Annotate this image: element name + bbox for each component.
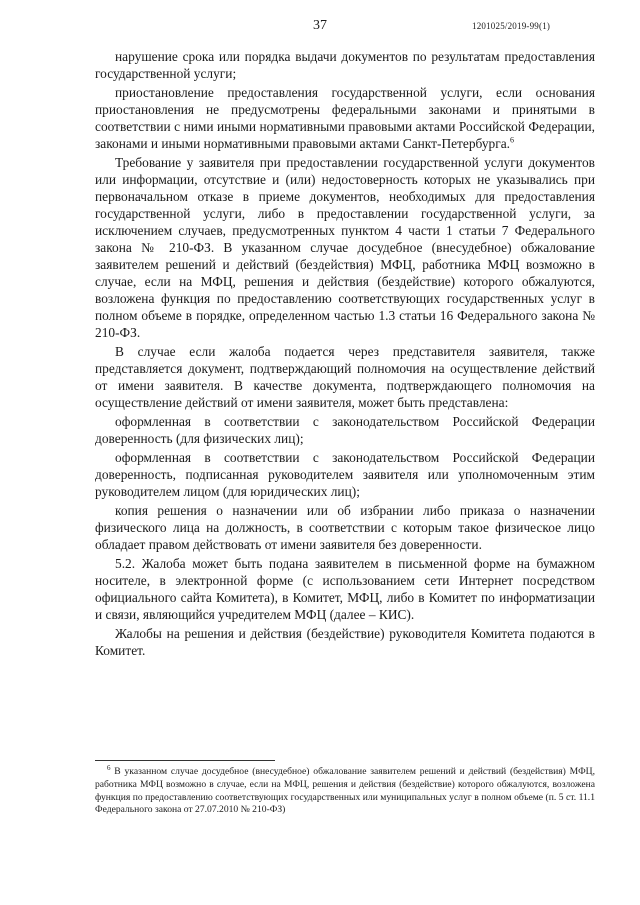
paragraph: оформленная в соответствии с законодательством Российской Федерации доверенность, подписанная руководителем заявителя или уполномоченным этим руководителем лицом (для юридических лиц);: [95, 450, 595, 499]
document-code: 1201025/2019-99(1): [472, 21, 551, 31]
paragraph: копия решения о назначении или об избрании либо приказа о назначении физического лица на должность, в соответствии с которым такое физическое лицо обладает правом действовать от имени заявителя без доверенности.: [95, 503, 595, 552]
paragraph: приостановление предоставления государственной услуги, если основания приостановления не предусмотрены федеральными законами и принятыми в соответствии с ними иными нормативными правовыми актами Российской Федерации, законами и иными нормативными правовыми актами Санкт-Петербурга.$^6$: [95, 85, 595, 151]
page-number: 37: [313, 18, 327, 33]
paragraph: 5.2. Жалоба может быть подана заявителем в письменной форме на бумажном носителе, в электронной форме (с использованием сети Интернет посредством официального сайта Комитета), в Комитет, МФЦ, либо в Комитет по информатизации и связи, являющийся учредителем МФЦ (далее – КИС).: [95, 556, 595, 622]
paragraph: Жалобы на решения и действия (бездействие) руководителя Комитета подаются в Комитет.: [95, 626, 595, 658]
document-body: [95, 48, 595, 659]
footnote-reference[interactable]: 6: [510, 135, 515, 145]
paragraph: В случае если жалоба подается через представителя заявителя, также представляется документ, подтверждающий полномочия на осуществление действий от имени заявителя. В качестве документа, подтверждающего полномочия на осуществление действий от имени заявителя, может быть представлена:: [95, 344, 595, 410]
footnote-separator: [95, 760, 275, 761]
footnote-text: В указанном случае досудебное (внесудебное) обжалование заявителем решений и действий (бездействия) МФЦ, работника МФЦ возможно в случае, если на МФЦ, решения и действия (бездействие) которого обжалуются, возложена функция по предоставлению соответствующих государственных или муниципальных услуг в полном объеме (п. 5 ст. 11.1 Федерального закона от 27.07.2010 № 210-ФЗ): [95, 766, 595, 816]
footnote-marker: 6: [107, 763, 111, 772]
paragraph: оформленная в соответствии с законодательством Российской Федерации доверенность (для физических лиц);: [95, 414, 595, 446]
paragraph: нарушение срока или порядка выдачи документов по результатам предоставления государственной услуги;: [95, 49, 595, 81]
paragraph: Требование у заявителя при предоставлении государственной услуги документов или информации, отсутствие и (или) недостоверность которых не указывались при первоначальном отказе в приеме документов, необходимых для предоставления государственной услуги, либо в предоставлении государственной услуги, за исключением случаев, предусмотренных пунктом 4 части 1 статьи 7 Федерального закона № 210-ФЗ. В указанном случае досудебное (внесудебное) обжалование заявителем решений и действий (бездействия) МФЦ, работника МФЦ возможно в случае, если на МФЦ, решения и действия (бездействие) которого обжалуются, возложена функция по предоставлению соответствующих государственных услуг в полном объеме в порядке, определенном частью 1.3 статьи 16 Федерального закона № 210-ФЗ.: [95, 155, 595, 340]
footnote: [95, 763, 595, 817]
